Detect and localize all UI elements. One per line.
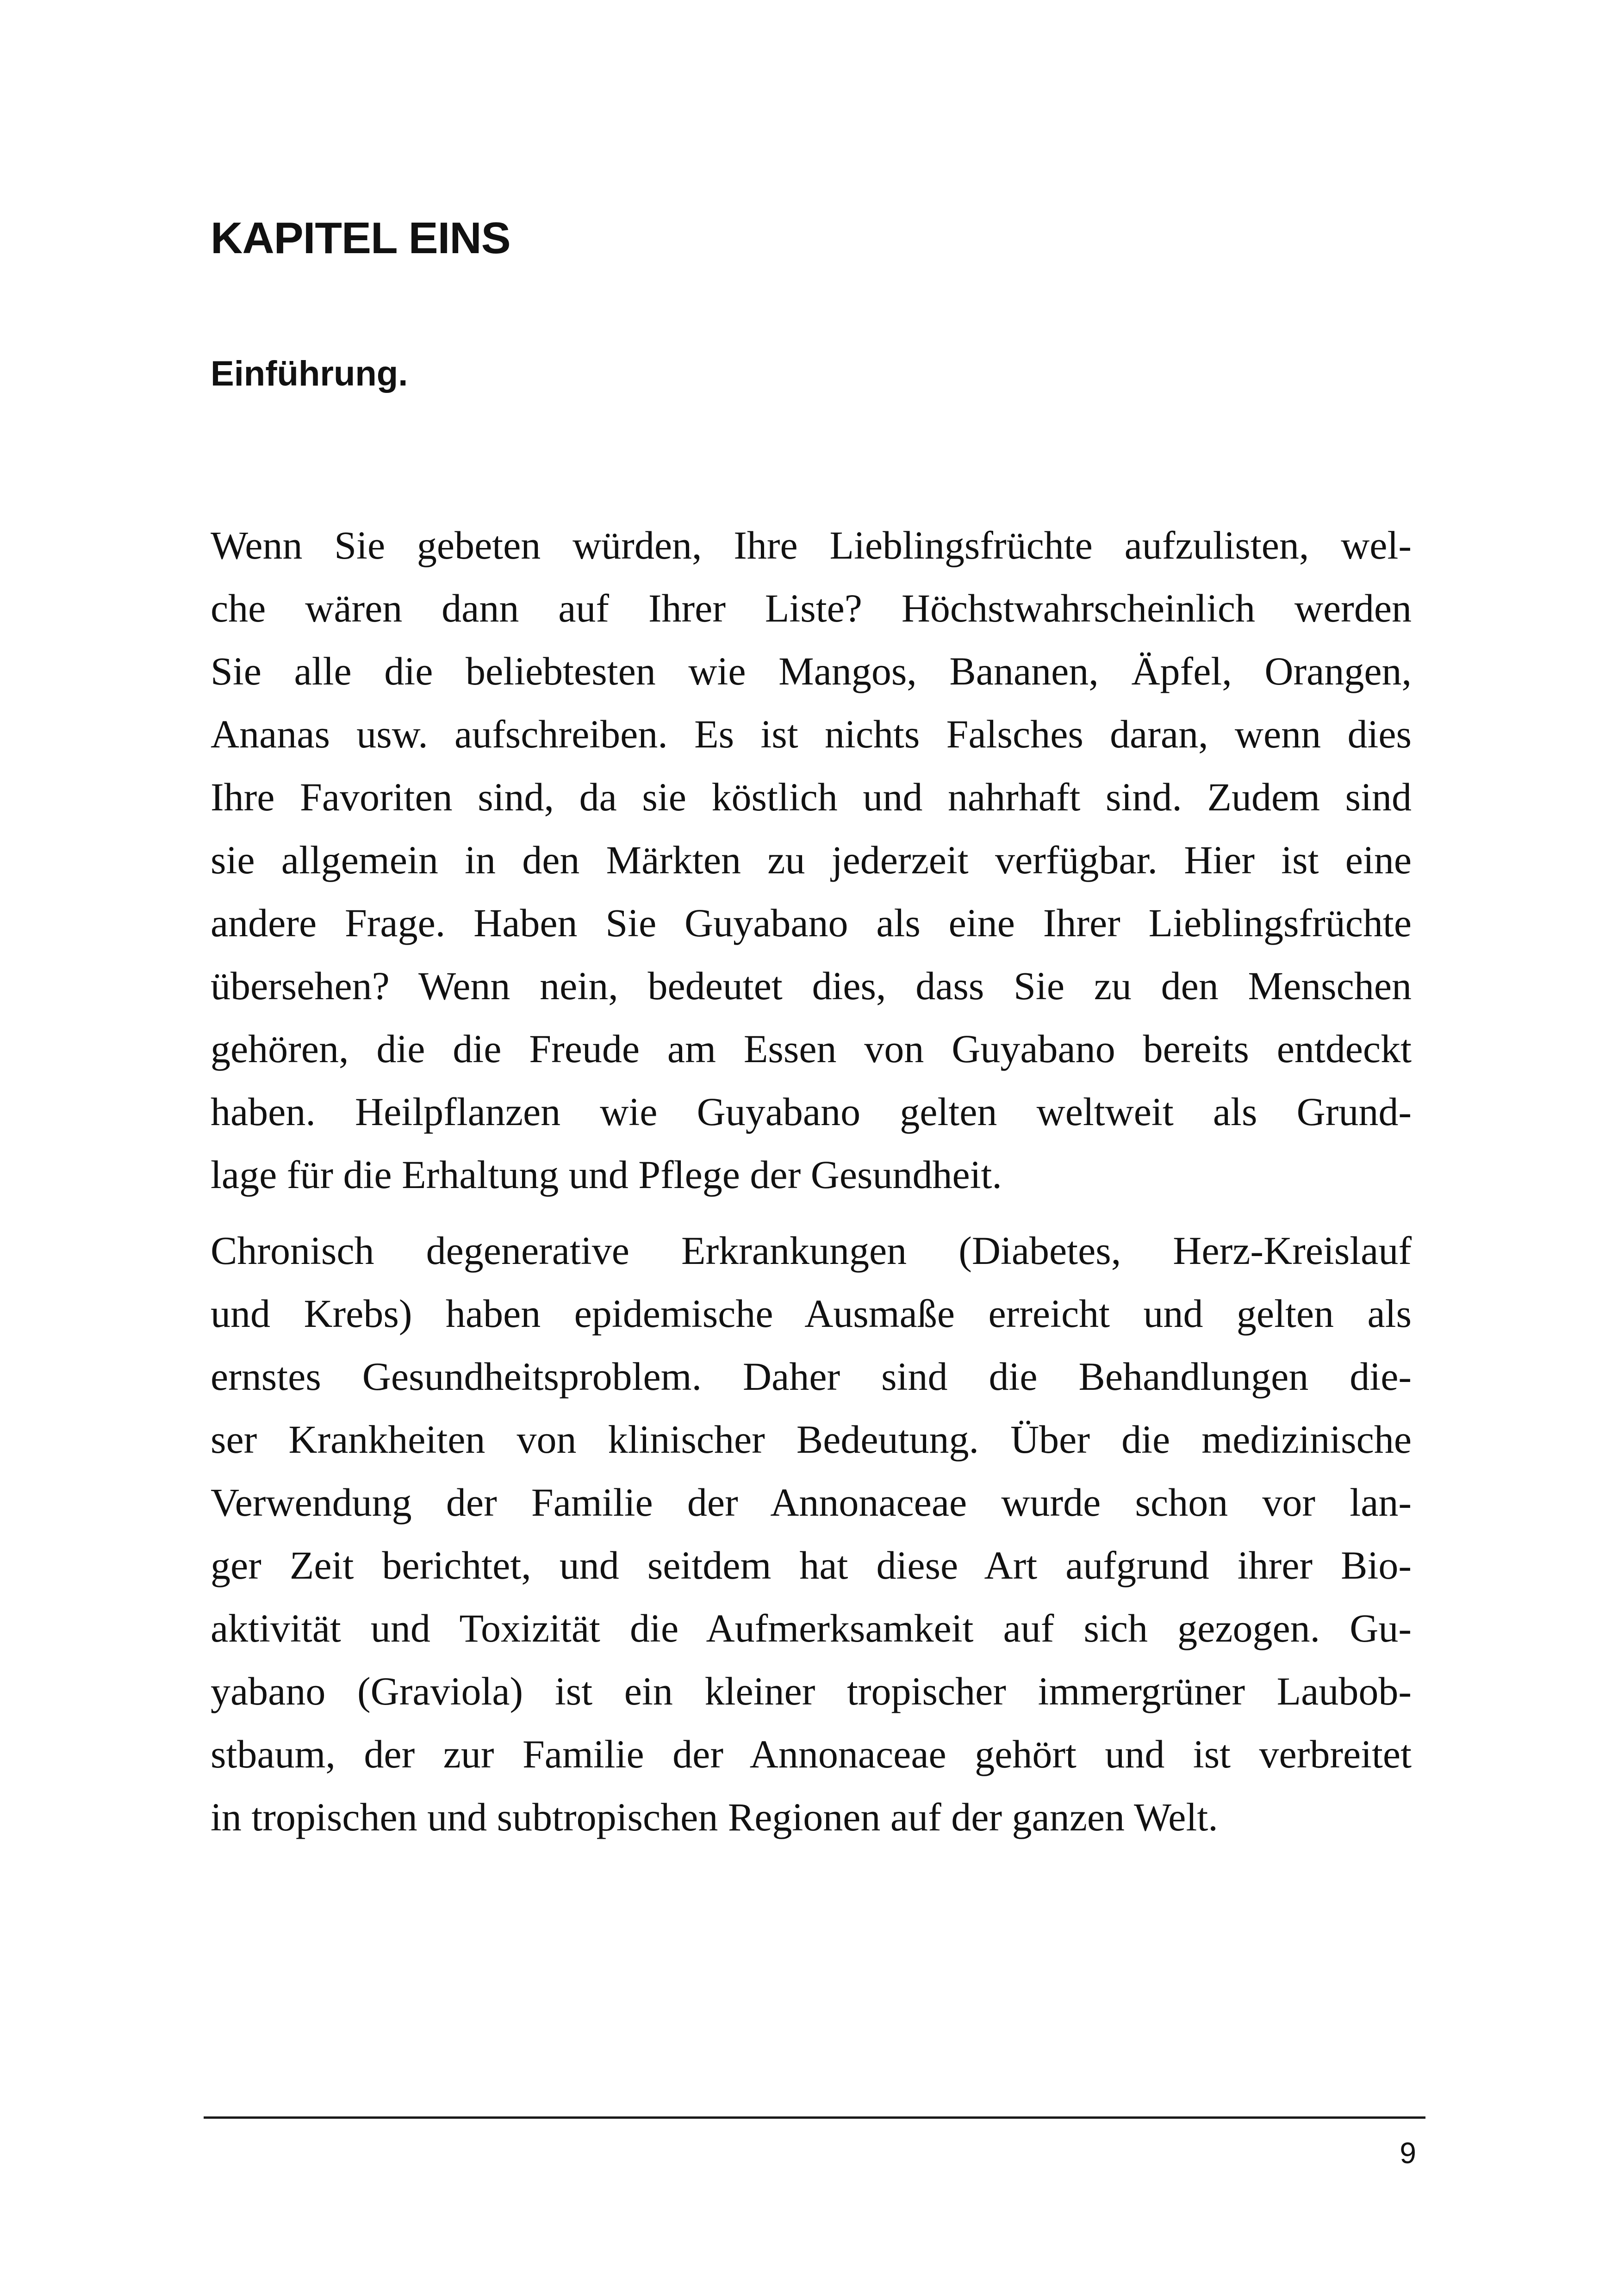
paragraph-line: aktivität und Toxizität die Aufmerksamkeit auf sich gezogen. Gu- <box>211 1606 1412 1650</box>
paragraph-line: Verwendung der Familie der Annonaceae wurde schon vor lan- <box>211 1480 1412 1524</box>
paragraph-1 <box>211 514 1412 1206</box>
paragraph-line: andere Frage. Haben Sie Guyabano als eine Ihrer Lieblingsfrüchte <box>211 901 1412 945</box>
section-heading: Einführung. <box>211 354 408 393</box>
paragraph-line: Sie alle die beliebtesten wie Mangos, Bananen, Äpfel, Orangen, <box>211 649 1412 693</box>
paragraph-line: übersehen? Wenn nein, bedeutet dies, dass Sie zu den Menschen <box>211 964 1412 1008</box>
paragraph-line: Ananas usw. aufschreiben. Es ist nichts Falsches daran, wenn dies <box>211 712 1412 756</box>
paragraph-line: ernstes Gesundheitsproblem. Daher sind die Behandlungen die- <box>211 1354 1412 1399</box>
paragraph-line: gehören, die die Freude am Essen von Guyabano bereits entdeckt <box>211 1027 1412 1071</box>
paragraph-line: in tropischen und subtropischen Regionen auf der ganzen Welt. <box>211 1795 1218 1839</box>
paragraph-line: yabano (Graviola) ist ein kleiner tropischer immergrüner Laubob- <box>211 1669 1412 1713</box>
paragraph-2 <box>211 1219 1412 1848</box>
paragraph-line: sie allgemein in den Märkten zu jederzeit verfügbar. Hier ist eine <box>211 838 1412 882</box>
paragraph-line: ger Zeit berichtet, und seitdem hat diese Art aufgrund ihrer Bio- <box>211 1543 1412 1587</box>
paragraph-line: Wenn Sie gebeten würden, Ihre Lieblingsfrüchte aufzulisten, wel- <box>211 523 1412 567</box>
body-text <box>211 514 1412 1861</box>
paragraph-line: ser Krankheiten von klinischer Bedeutung. Über die medizinische <box>211 1417 1412 1462</box>
paragraph-line: Ihre Favoriten sind, da sie köstlich und nahrhaft sind. Zudem sind <box>211 775 1412 819</box>
page-number: 9 <box>1400 2136 1416 2170</box>
paragraph-line: che wären dann auf Ihrer Liste? Höchstwahrscheinlich werden <box>211 586 1412 630</box>
footer-divider <box>204 2116 1425 2119</box>
paragraph-line: Chronisch degenerative Erkrankungen (Diabetes, Herz-Kreislauf <box>211 1228 1412 1273</box>
paragraph-line: lage für die Erhaltung und Pflege der Gesundheit. <box>211 1152 1002 1197</box>
chapter-heading: KAPITEL EINS <box>211 213 510 263</box>
paragraph-line: und Krebs) haben epidemische Ausmaße erreicht und gelten als <box>211 1291 1412 1336</box>
paragraph-line: stbaum, der zur Familie der Annonaceae gehört und ist verbreitet <box>211 1732 1412 1776</box>
paragraph-line: haben. Heilpflanzen wie Guyabano gelten weltweit als Grund- <box>211 1089 1412 1134</box>
